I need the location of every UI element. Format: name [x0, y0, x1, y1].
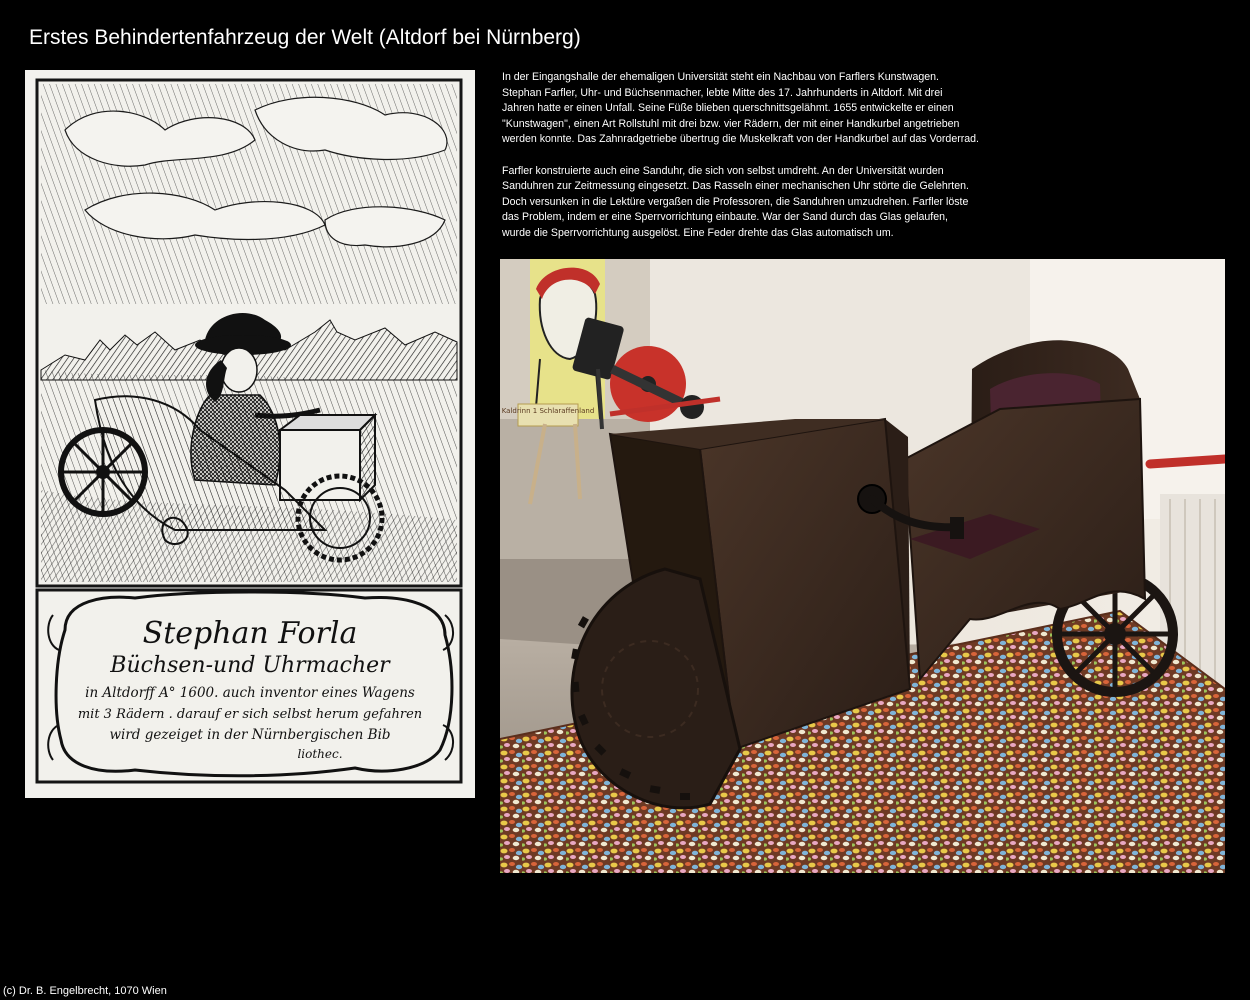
- description-text: [502, 70, 1062, 257]
- description-paragraph-2: Farfler konstruierte auch eine Sanduhr, die sich von selbst umdreht. An der Universität wurden Sanduhren zur Zeitmessung eingesetzt. Das Rasseln einer mechanischen Uhr störte die Gelehrten. Doch versunken in die Lektüre vergaßen die Professoren, die Sanduhren umzudrehen. Farfler löste das Problem, indem er eine Sperrvorrichtung einbaute. War der Sand durch das Glas gelaufen, wurde die Sperrvorrichtung ausgelöst. Eine Feder drehte das Glas automatisch um.: [502, 164, 969, 239]
- caption-line-5: wird gezeiget in der Nürnbergischen Bib: [109, 727, 391, 743]
- replica-photo: [500, 259, 1225, 873]
- caption-line-4: mit 3 Rädern . darauf er sich selbst herum gefahren: [77, 707, 423, 722]
- page-title: Erstes Behindertenfahrzeug der Welt (Altdorf bei Nürnberg): [29, 26, 581, 49]
- caption-line-3: in Altdorff A° 1600. auch inventor eines Wagens: [85, 685, 415, 701]
- caption-line-1: Stephan Forla: [142, 616, 358, 651]
- engraving-image: [25, 70, 475, 798]
- copyright-footer: (c) Dr. B. Engelbrecht, 1070 Wien: [3, 985, 167, 997]
- caption-line-6: liothec.: [297, 747, 343, 761]
- description-paragraph-1: In der Eingangshalle der ehemaligen Universität steht ein Nachbau von Farflers Kunstwagen. Stephan Farfler, Uhr- und Büchsenmacher, lebte Mitte des 17. Jahrhunderts in Altdorf. Mit drei Jahren hatte er einen Unfall. Seine Füße blieben querschnittsgelähmt. 1655 entwickelte er einen "Kunstwagen", einen Art Rollstuhl mit drei bzw. vier Rädern, der mit einer Handkurbel angetrieben werden konnte. Das Zahnradgetriebe übertrug die Muskelkraft von der Handkurbel auf das Vorderrad.: [502, 71, 979, 146]
- poster-sign: Kaldrinn 1 Schlaraffenland: [501, 407, 595, 415]
- caption-line-2: Büchsen-und Uhrmacher: [110, 653, 390, 678]
